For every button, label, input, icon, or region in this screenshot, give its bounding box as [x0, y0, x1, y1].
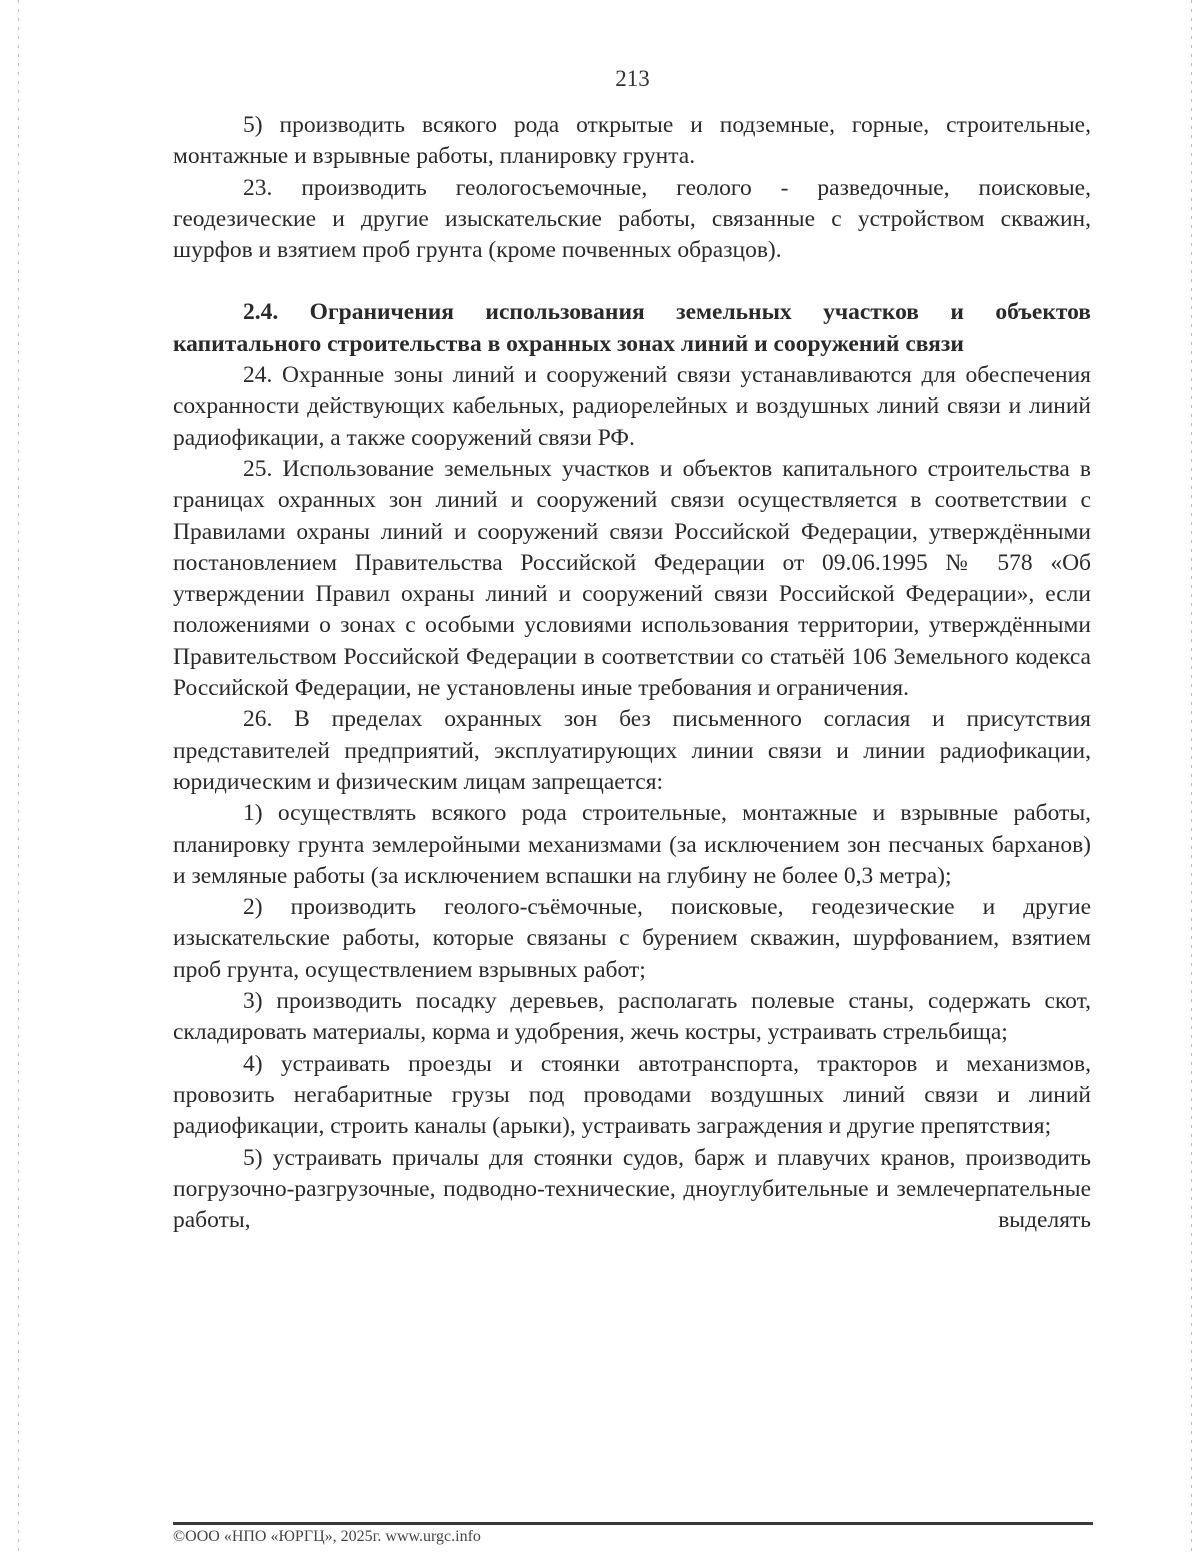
- list-item-1: 1) осуществлять всякого рода строительные, монтажные и взрывные работы, планировку грунта землеройными механизмами (за исключением зон песчаных барханов) и земляные работы (за исключением вспашки на глубину не более 0,3 метра);: [173, 800, 1091, 889]
- list-item-5: 5) устраивать причалы для стоянки судов, барж и плавучих кранов, производить погрузочно-разгрузочные, подводно-технические, дноуглубительные и землечерпательные работы, выделять: [173, 1144, 1091, 1234]
- list-item-3: 3) производить посадку деревьев, располагать полевые станы, содержать скот, складировать материалы, корма и удобрения, жечь костры, устраивать стрельбища;: [173, 988, 1091, 1046]
- footer-divider: [173, 1522, 1093, 1525]
- paragraph-item-5-works: 5) производить всякого рода открытые и подземные, горные, строительные, монтажные и взрывные работы, планировку грунта.: [173, 112, 1091, 170]
- scan-edge-left: [18, 0, 19, 1553]
- scan-edge-right: [1191, 0, 1192, 1553]
- paragraph-25-land-use: 25. Использование земельных участков и объектов капитального строительства в границах охранных зон линий и сооружений связи осуществляется в соответствии с Правилами охраны линий и сооружений связи Российской Федерации, утверждёнными постановлением Правительства Российской Федерации от 09.06.1995 № 578 «Об утверждении Правил охраны линий и сооружений связи Российской Федерации», если положениями о зонах с особыми условиями использования территории, утверждёнными Правительством Российской Федерации в соответствии со статьёй 106 Земельного кодекса Российской Федерации, не установлены иные требования и ограничения.: [173, 455, 1091, 702]
- section-heading-2-4: 2.4. Ограничения использования земельных участков и объектов капитального строительства в охранных зонах линий и сооружений связи: [173, 299, 1091, 357]
- paragraph-26-prohibitions: 26. В пределах охранных зон без письменного согласия и присутствия представителей предприятий, эксплуатирующих линии связи и линии радиофикации, юридическим и физическим лицам запрещается:: [173, 706, 1091, 795]
- list-item-4: 4) устраивать проезды и стоянки автотранспорта, тракторов и механизмов, провозить негабаритные грузы под проводами воздушных линий связи и линий радиофикации, строить каналы (арыки), устраивать заграждения и другие препятствия;: [173, 1050, 1091, 1140]
- list-item-2: 2) производить геолого-съёмочные, поисковые, геодезические и другие изыскательские работы, которые связаны с бурением скважин, шурфованием, взятием проб грунта, осуществлением взрывных работ;: [173, 894, 1091, 983]
- paragraph-item-23-surveys: 23. производить геологосъемочные, геолого - разведочные, поисковые, геодезические и другие изыскательские работы, связанные с устройством скважин, шурфов и взятием проб грунта (кроме почвенных образцов).: [173, 174, 1091, 264]
- document-body: [173, 110, 1091, 1236]
- paragraph-24-protection-zones: 24. Охранные зоны линий и сооружений связи устанавливаются для обеспечения сохранности действующих кабельных, радиорелейных и воздушных линий связи и линий радиофикации, а также сооружений связи РФ.: [173, 362, 1091, 451]
- footer-copyright: ©ООО «НПО «ЮРГЦ», 2025г. www.urgc.info: [173, 1528, 481, 1545]
- page-number: 213: [615, 66, 650, 91]
